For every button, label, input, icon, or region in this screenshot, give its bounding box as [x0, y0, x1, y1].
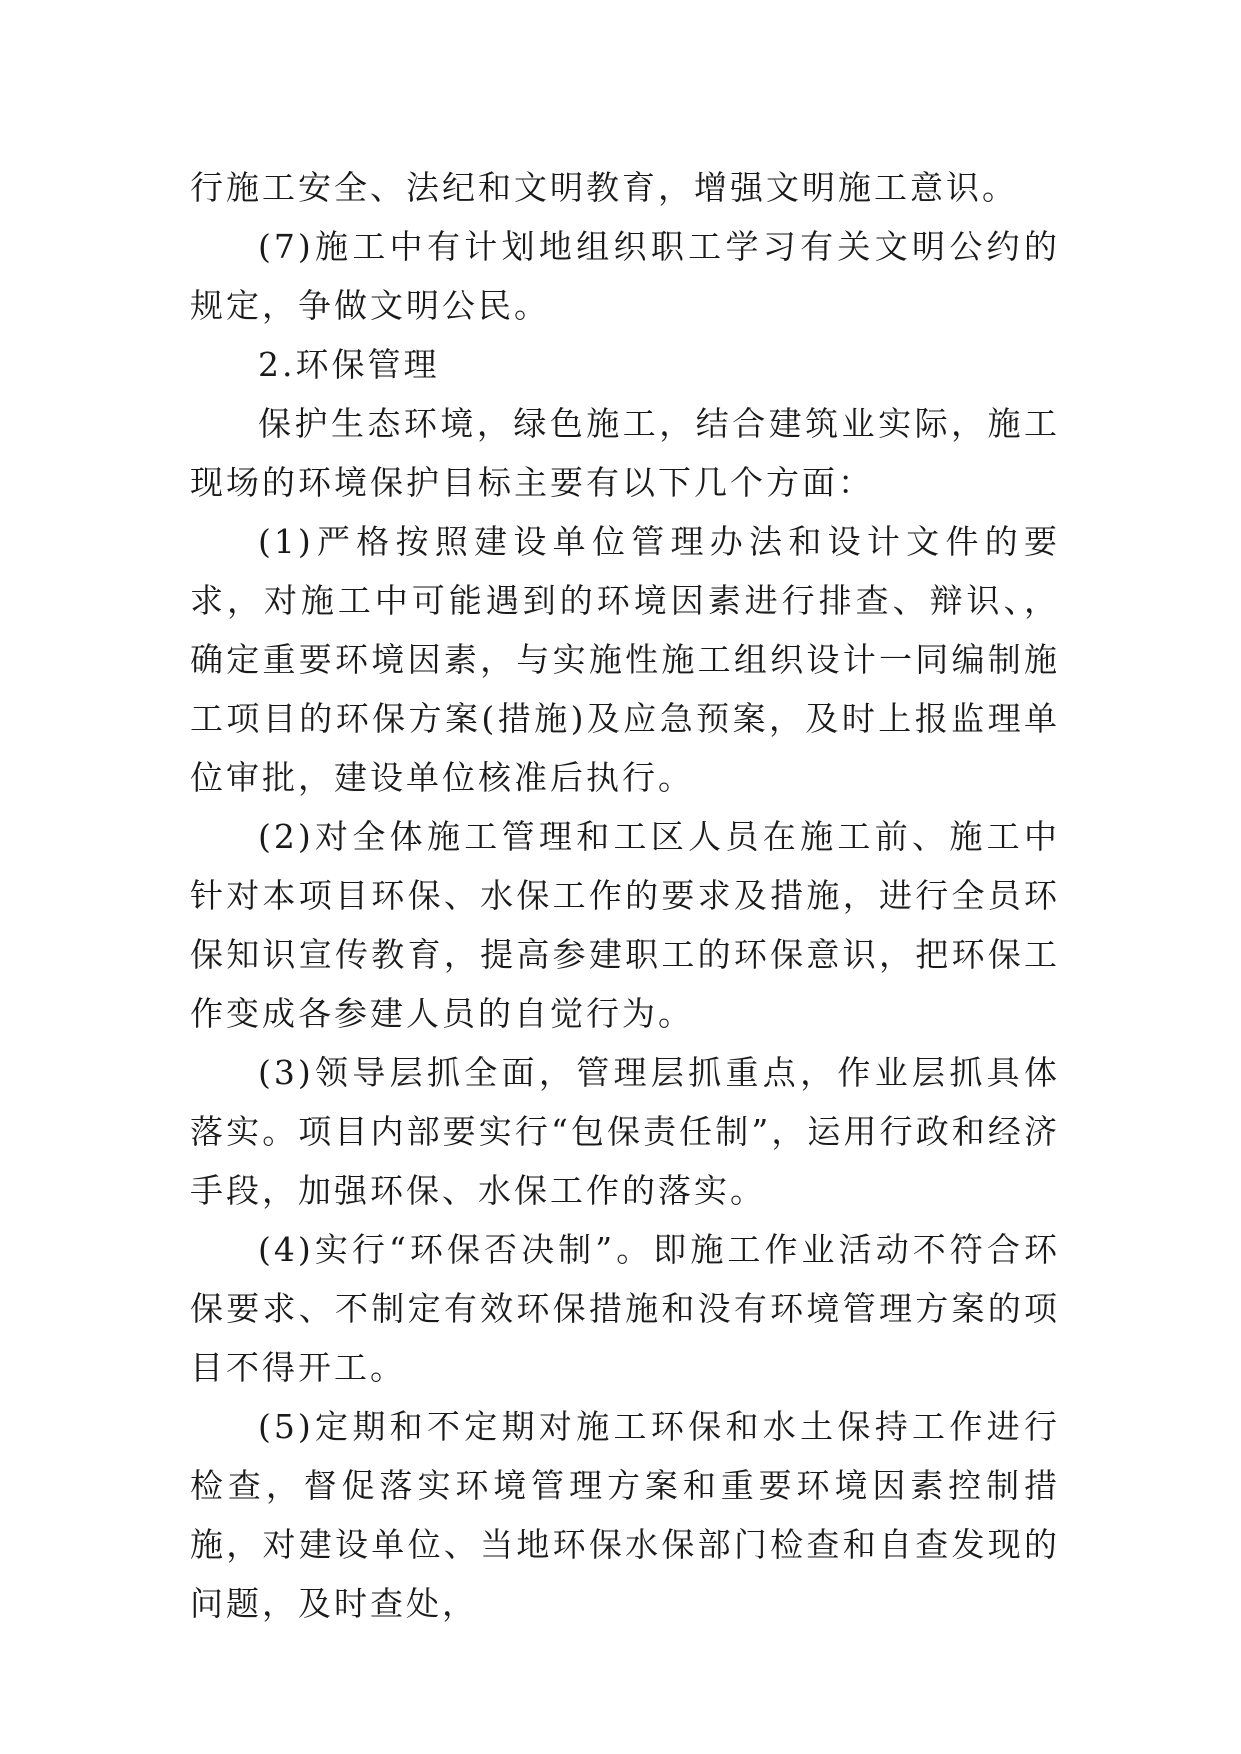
paragraph-continuation: 行施工安全、法纪和文明教育，增强文明施工意识。 — [190, 168, 1018, 207]
paragraph-item-2: (2)对全体施工管理和工区人员在施工前、施工中针对本项目环保、水保工作的要求及措施，进行全员环保知识宣传教育，提高参建职工的环保意识，把环保工作变成各参建人员的自觉行为。 — [190, 817, 1060, 1033]
paragraph-env-intro: 保护生态环境，绿色施工，结合建筑业实际，施工现场的环境保护目标主要有以下几个方面： — [190, 404, 1060, 502]
paragraph-item-4: (4)实行“环保否决制”。即施工作业活动不符合环保要求、不制定有效环保措施和没有环境管理方案的项目不得开工。 — [190, 1230, 1060, 1387]
paragraph-item-5: (5)定期和不定期对施工环保和水土保持工作进行检查，督促落实环境管理方案和重要环境因素控制措施，对建设单位、当地环保水保部门检查和自查发现的问题，及时查处， — [190, 1407, 1060, 1623]
paragraph-item-7: (7)施工中有计划地组织职工学习有关文明公约的规定，争做文明公民。 — [190, 227, 1060, 325]
paragraph-item-1: (1)严格按照建设单位管理办法和设计文件的要求，对施工中可能遇到的环境因素进行排查、辩识、，确定重要环境因素，与实施性施工组织设计一同编制施工项目的环保方案(措施)及应急预案，及时上报监理单位审批，建设单位核准后执行。 — [190, 522, 1060, 797]
document-body — [190, 158, 1060, 1633]
section-heading-env: 2.环保管理 — [258, 345, 440, 384]
paragraph-item-3: (3)领导层抓全面，管理层抓重点，作业层抓具体落实。项目内部要实行“包保责任制”，运用行政和经济手段，加强环保、水保工作的落实。 — [190, 1053, 1060, 1210]
